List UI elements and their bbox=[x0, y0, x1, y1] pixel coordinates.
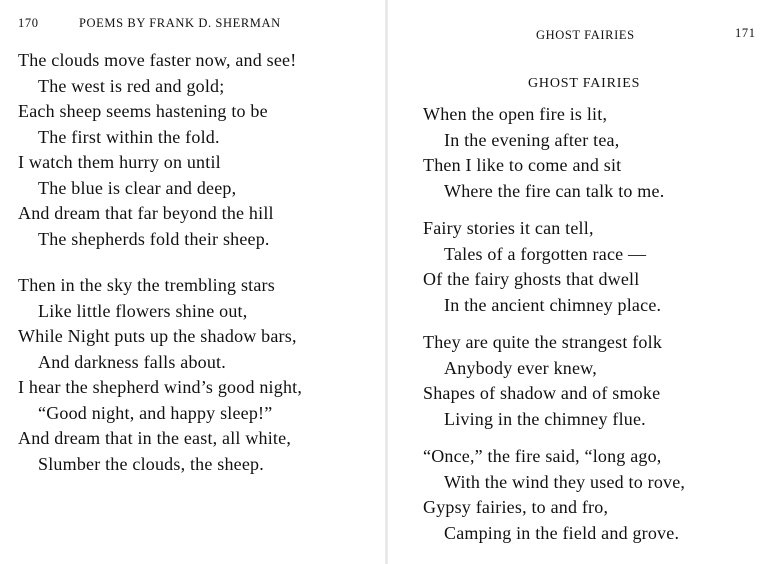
poem-line: They are quite the strangest folk bbox=[423, 332, 663, 352]
poem-line: Like little flowers shine out, bbox=[38, 301, 248, 321]
poem-line: Shapes of shadow and of smoke bbox=[423, 383, 661, 403]
poem-line: The blue is clear and deep, bbox=[38, 178, 237, 198]
poem-line: The west is red and gold; bbox=[38, 76, 225, 96]
poem-line: Of the fairy ghosts that dwell bbox=[423, 269, 640, 289]
right-page bbox=[387, 0, 773, 564]
poem-line: When the open fire is lit, bbox=[423, 104, 608, 124]
poem-line: Then in the sky the trembling stars bbox=[18, 275, 275, 295]
running-head: POEMS BY FRANK D. SHERMAN bbox=[79, 16, 281, 30]
poem-line: And dream that far beyond the hill bbox=[18, 203, 274, 223]
running-head: GHOST FAIRIES bbox=[536, 28, 635, 42]
poem-line: The first within the fold. bbox=[38, 127, 220, 147]
poem-line: Each sheep seems hastening to be bbox=[18, 101, 268, 121]
poem-line: “Good night, and happy sleep!” bbox=[38, 403, 273, 423]
poem-line: Where the fire can talk to me. bbox=[444, 181, 665, 201]
poem-line: Fairy stories it can tell, bbox=[423, 218, 594, 238]
poem-title: GHOST FAIRIES bbox=[528, 76, 641, 91]
poem-line: In the evening after tea, bbox=[444, 130, 620, 150]
poem-line: Then I like to come and sit bbox=[423, 155, 622, 175]
poem-line: The clouds move faster now, and see! bbox=[18, 50, 297, 70]
poem-line: I hear the shepherd wind’s good night, bbox=[18, 377, 303, 397]
poem-line: And dream that in the east, all white, bbox=[18, 428, 292, 448]
poem-line: In the ancient chimney place. bbox=[444, 295, 662, 315]
poem-line: While Night puts up the shadow bars, bbox=[18, 326, 297, 346]
poem-line: And darkness falls about. bbox=[38, 352, 226, 372]
poem-line: Tales of a forgotten race — bbox=[444, 244, 647, 264]
left-page bbox=[0, 0, 386, 564]
poem-line: With the wind they used to rove, bbox=[444, 472, 686, 492]
poem-line: “Once,” the fire said, “long ago, bbox=[423, 446, 662, 466]
poem-line: Slumber the clouds, the sheep. bbox=[38, 454, 264, 474]
poem-line: Anybody ever knew, bbox=[444, 358, 597, 378]
poem-line: Gypsy fairies, to and fro, bbox=[423, 497, 609, 517]
poem-line: The shepherds fold their sheep. bbox=[38, 229, 270, 249]
poem-line: I watch them hurry on until bbox=[18, 152, 221, 172]
page-number: 170 bbox=[18, 16, 39, 30]
page-number: 171 bbox=[735, 26, 756, 40]
poem-line: Camping in the field and grove. bbox=[444, 523, 680, 543]
poem-line: Living in the chimney flue. bbox=[444, 409, 646, 429]
